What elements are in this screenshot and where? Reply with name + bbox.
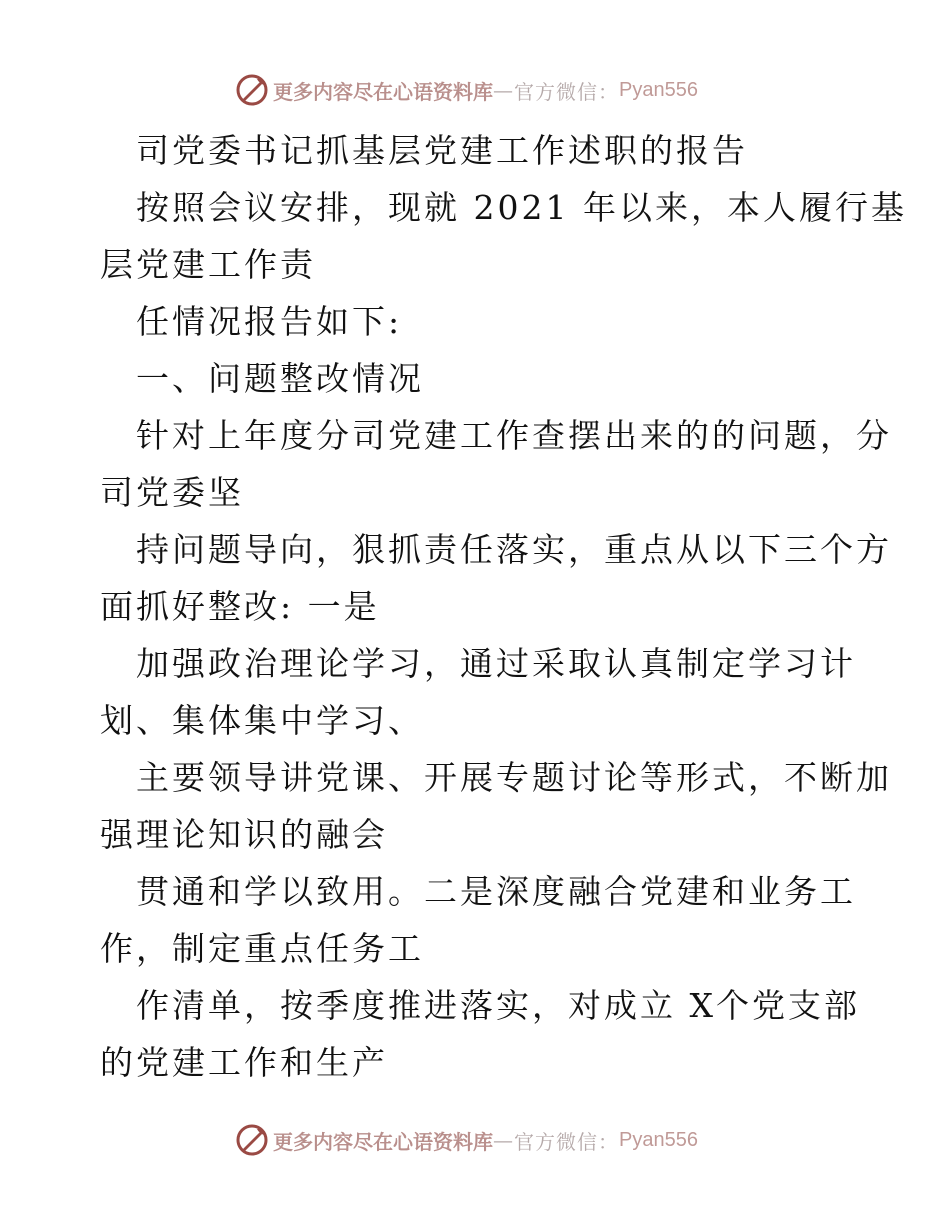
watermark-official-label: 官方微信： bbox=[514, 1129, 619, 1154]
paragraph-line: 针对上年度分司党建工作查摆出来的的问题，分 bbox=[136, 416, 892, 455]
watermark-brand-text: 更多内容尽在心语资料库 bbox=[273, 79, 493, 104]
quill-logo-icon bbox=[235, 1123, 269, 1157]
watermark-official-label: 官方微信： bbox=[514, 79, 619, 104]
watermark-dash: — bbox=[493, 1128, 514, 1152]
footer-watermark bbox=[235, 1122, 698, 1158]
paragraph-line: 作清单，按季度推进落实，对成立 X个党支部 bbox=[136, 986, 860, 1025]
paragraph-line: 强理论知识的融会 bbox=[100, 815, 388, 854]
watermark-dash: — bbox=[493, 78, 514, 102]
header-watermark bbox=[235, 72, 698, 108]
paragraph-line: 划、集体集中学习、 bbox=[100, 701, 424, 740]
section-heading: 一、问题整改情况 bbox=[136, 359, 424, 398]
paragraph-line: 持问题导向，狠抓责任落实，重点从以下三个方 bbox=[136, 530, 892, 569]
watermark-wechat-id: Pyan556 bbox=[619, 1128, 698, 1151]
document-title: 司党委书记抓基层党建工作述职的报告 bbox=[136, 131, 748, 170]
paragraph-line: 加强政治理论学习，通过采取认真制定学习计 bbox=[136, 644, 856, 683]
watermark-wechat-id: Pyan556 bbox=[619, 78, 698, 101]
paragraph-line: 的党建工作和生产 bbox=[100, 1043, 388, 1082]
paragraph-line: 贯通和学以致用。二是深度融合党建和业务工 bbox=[136, 872, 856, 911]
watermark-brand-text: 更多内容尽在心语资料库 bbox=[273, 1129, 493, 1154]
paragraph-line: 任情况报告如下: bbox=[136, 302, 403, 341]
paragraph-line: 层党建工作责 bbox=[100, 245, 316, 284]
paragraph-line: 作，制定重点任务工 bbox=[100, 929, 424, 968]
paragraph-line: 司党委坚 bbox=[100, 473, 244, 512]
paragraph-line: 面抓好整改: 一是 bbox=[100, 587, 380, 626]
paragraph-line: 主要领导讲党课、开展专题讨论等形式，不断加 bbox=[136, 758, 892, 797]
document-body bbox=[100, 122, 907, 1091]
paragraph-line: 按照会议安排，现就 2021 年以来，本人履行基 bbox=[136, 188, 907, 227]
quill-logo-icon bbox=[235, 73, 269, 107]
